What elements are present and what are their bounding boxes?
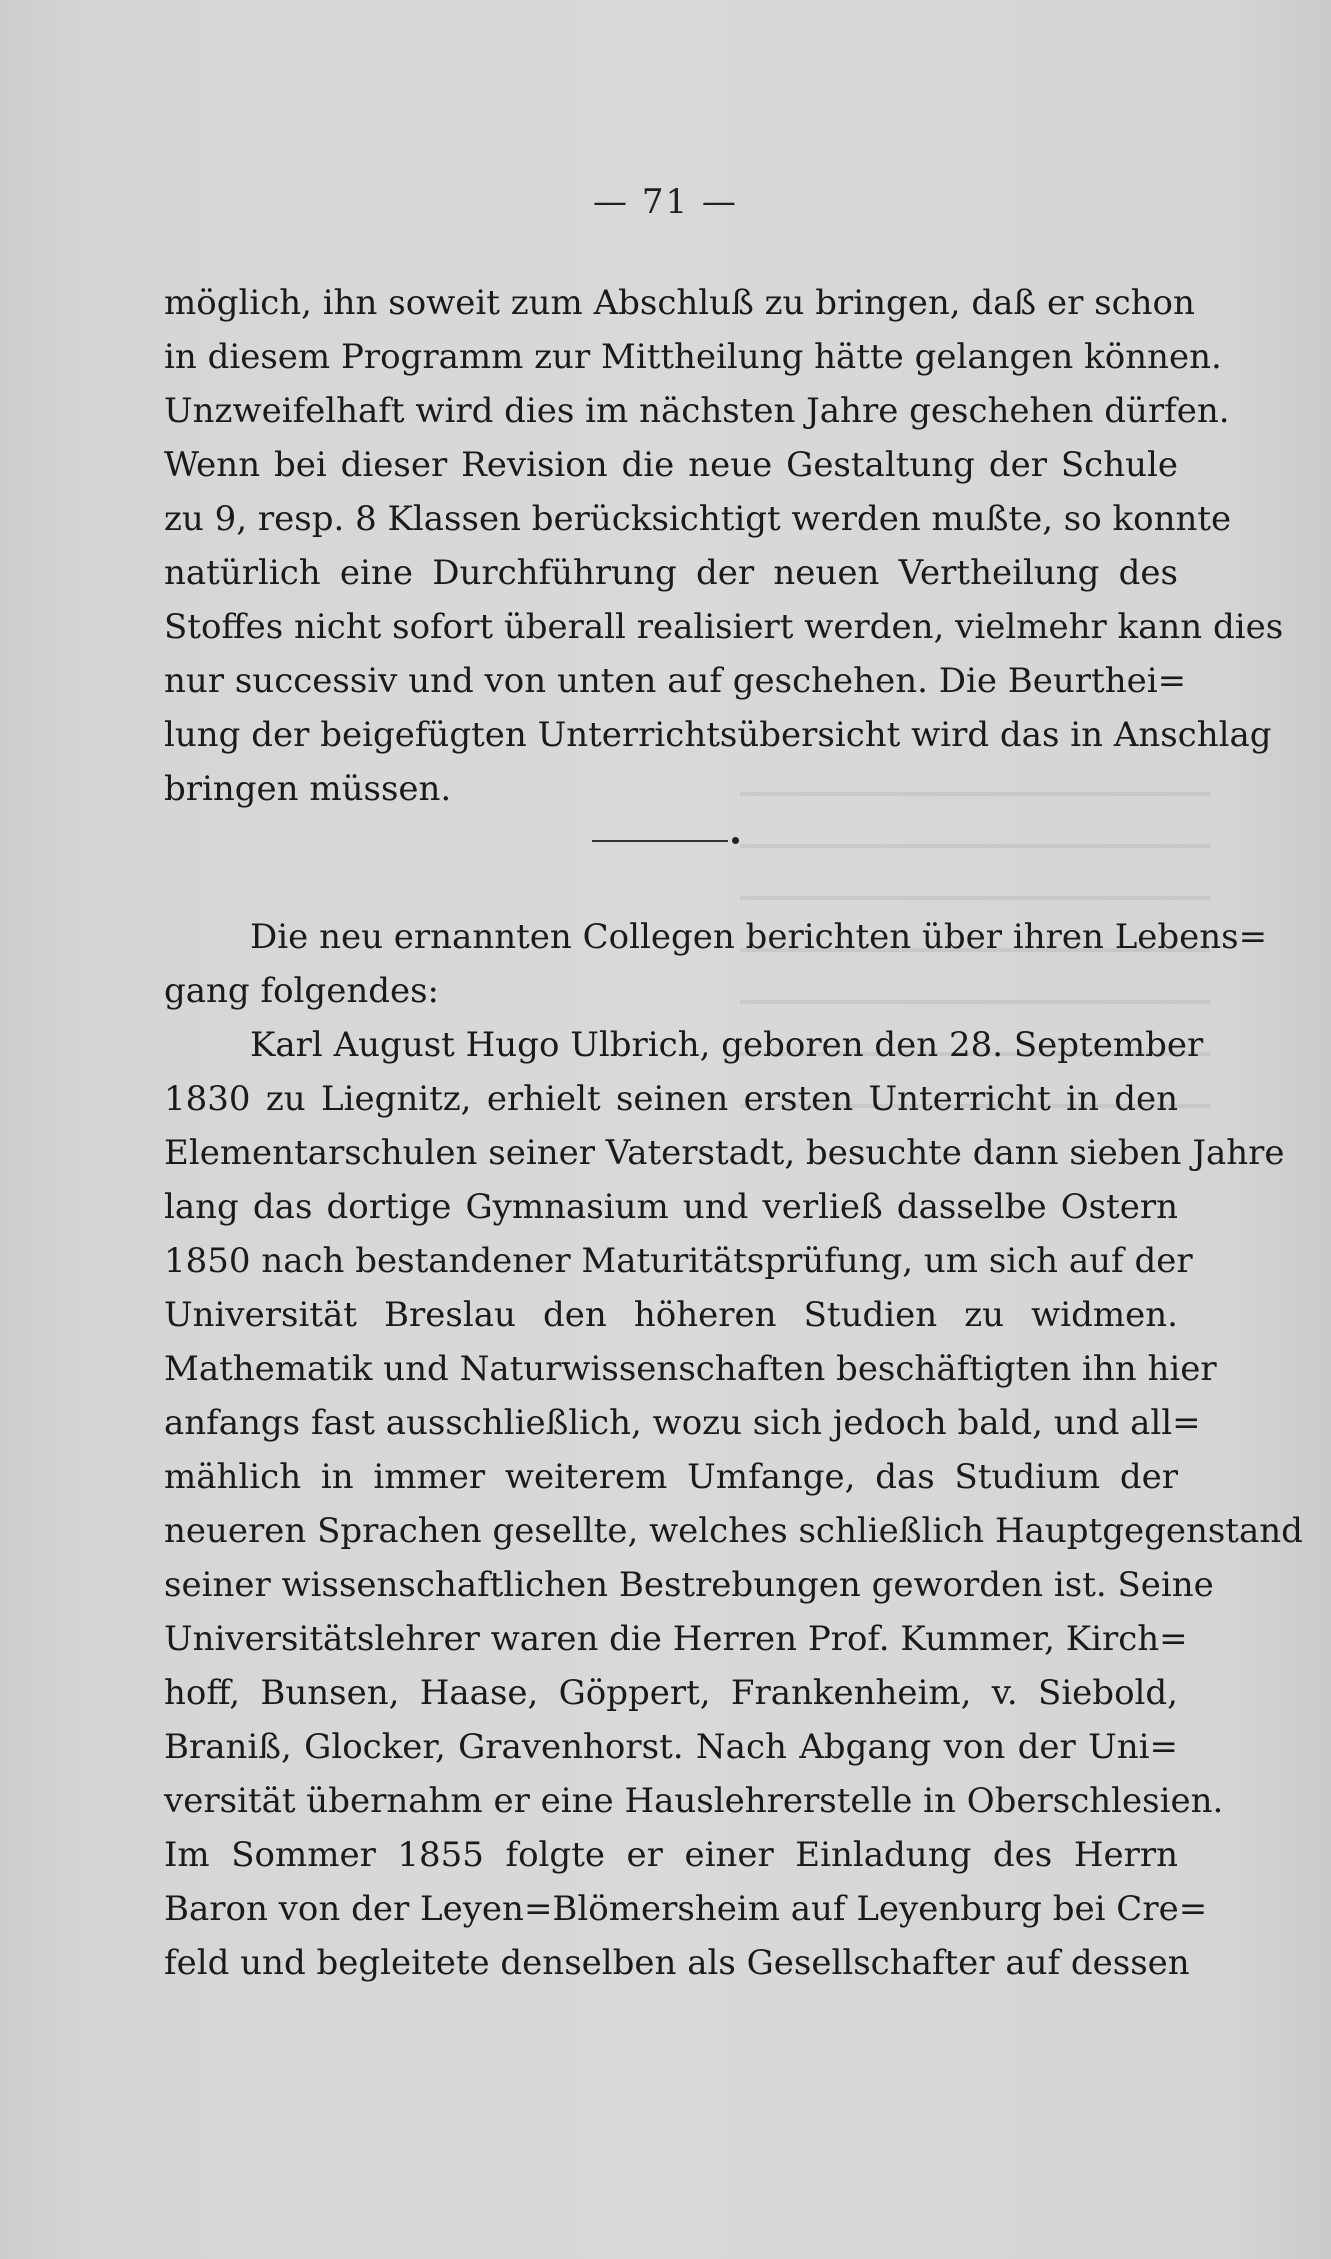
text-line: neueren Sprachen gesellte, welches schließlich Hauptgegenstand <box>164 1511 1303 1551</box>
text-line: 1830 zu Liegnitz, erhielt seinen ersten Unterricht in den <box>164 1079 1178 1119</box>
paragraph-1 <box>164 276 1284 816</box>
text-line: lung der beigefügten Unterrichtsübersicht wird das in Anschlag <box>164 715 1272 755</box>
text-line: Stoffes nicht sofort überall realisiert werden, vielmehr kann dies <box>164 607 1284 647</box>
text-line: seiner wissenschaftlichen Bestrebungen geworden ist. Seine <box>164 1565 1214 1605</box>
text-line: zu 9, resp. 8 Klassen berücksichtigt werden mußte, so konnte <box>164 499 1232 539</box>
text-line: Karl August Hugo Ulbrich, geboren den 28. September <box>250 1025 1204 1065</box>
text-line: Im Sommer 1855 folgte er einer Einladung des Herrn <box>164 1835 1178 1875</box>
text-line: bringen müssen. <box>164 769 452 809</box>
text-line: Braniß, Glocker, Gravenhorst. Nach Abgang von der Uni= <box>164 1727 1178 1767</box>
paragraph-2-and-3 <box>164 910 1303 1990</box>
text-line: versität übernahm er eine Hauslehrerstelle in Oberschlesien. <box>164 1781 1224 1821</box>
section-divider <box>592 836 742 846</box>
text-line: Elementarschulen seiner Vaterstadt, besuchte dann sieben Jahre <box>164 1133 1285 1173</box>
text-line: Mathematik und Naturwissenschaften beschäftigten ihn hier <box>164 1349 1217 1389</box>
text-line: möglich, ihn soweit zum Abschluß zu bringen, daß er schon <box>164 283 1195 323</box>
divider-rule <box>592 840 728 842</box>
text-line: Baron von der Leyen=Blömersheim auf Leyenburg bei Cre= <box>164 1889 1208 1929</box>
text-line: 1850 nach bestandener Maturitätsprüfung, um sich auf der <box>164 1241 1193 1281</box>
page-number: — 71 — <box>593 182 738 222</box>
text-line: Universitätslehrer waren die Herren Prof. Kummer, Kirch= <box>164 1619 1188 1659</box>
text-line: Wenn bei dieser Revision die neue Gestaltung der Schule <box>164 445 1178 485</box>
text-line: anfangs fast ausschließlich, wozu sich jedoch bald, und all= <box>164 1403 1201 1443</box>
text-line: natürlich eine Durchführung der neuen Vertheilung des <box>164 553 1178 593</box>
text-line: nur successiv und von unten auf geschehen. Die Beurthei= <box>164 661 1187 701</box>
divider-dot <box>732 837 739 844</box>
text-line: Die neu ernannten Collegen berichten über ihren Lebens= <box>250 917 1268 957</box>
text-line: feld und begleitete denselben als Gesellschafter auf dessen <box>164 1943 1190 1983</box>
text-line: mählich in immer weiterem Umfange, das Studium der <box>164 1457 1178 1497</box>
text-line: hoff, Bunsen, Haase, Göppert, Frankenheim, v. Siebold, <box>164 1673 1178 1713</box>
text-line: gang folgendes: <box>164 971 440 1011</box>
text-line: in diesem Programm zur Mittheilung hätte gelangen können. <box>164 337 1222 377</box>
text-line: lang das dortige Gymnasium und verließ dasselbe Ostern <box>164 1187 1178 1227</box>
text-line: Unzweifelhaft wird dies im nächsten Jahre geschehen dürfen. <box>164 391 1230 431</box>
text-line: Universität Breslau den höheren Studien zu widmen. <box>164 1295 1178 1335</box>
